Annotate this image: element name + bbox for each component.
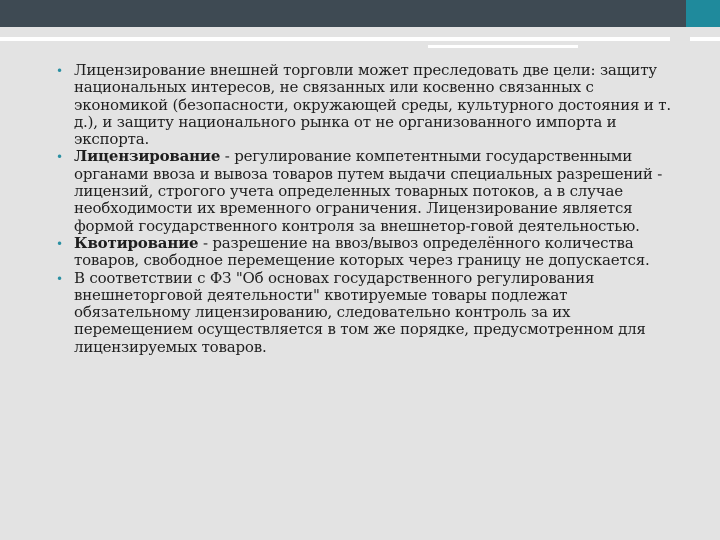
- decorative-rule-short: [428, 45, 578, 48]
- bullet-icon: •: [56, 271, 63, 286]
- bullet-term: Лицензирование: [74, 147, 221, 166]
- bullet-item: [56, 235, 688, 270]
- bullet-list: [56, 62, 688, 356]
- accent-block: [686, 0, 720, 27]
- bullet-term: Квотирование: [74, 233, 199, 252]
- bullet-item: [56, 62, 688, 148]
- bullet-item: [56, 148, 688, 234]
- decorative-rule: [0, 37, 670, 41]
- bullet-text: - разрешение на ввоз/вывоз определённого количества товаров, свободное перемещение которых через границу не допускается.: [74, 233, 650, 270]
- decorative-rule-tail: [690, 37, 720, 41]
- top-header-bar: [0, 0, 720, 27]
- bullet-text: В соответствии с ФЗ "Об основах государственного регулирования внешнеторговой деятельности" квотируемые товары подлежат обязательному лицензированию, следовательно контроль за их перемещением осуществляется в том же порядке, предусмотренном для лицензируемых товаров.: [74, 268, 646, 356]
- bullet-icon: •: [56, 236, 63, 251]
- bullet-text: Лицензирование внешней торговли может преследовать две цели: защиту национальных интересов, не связанных или косвенно связанных с экономикой (безопасности, окружающей среды, культурного достояния и т. д.), и защиту национального рынка от не организованного импорта и экспорта.: [74, 61, 671, 149]
- bullet-text: - регулирование компетентными государственными органами ввоза и вывоза товаров путем выдачи специальных разрешений - лицензий, строгого учета определенных товарных потоков, а в случае необходимости их временного ограничения. Лицензирование является формой государственного контроля за внешнетор-говой деятельностью.: [74, 147, 663, 235]
- bullet-item: [56, 270, 688, 356]
- bullet-icon: •: [56, 64, 63, 78]
- bullet-icon: •: [56, 150, 63, 165]
